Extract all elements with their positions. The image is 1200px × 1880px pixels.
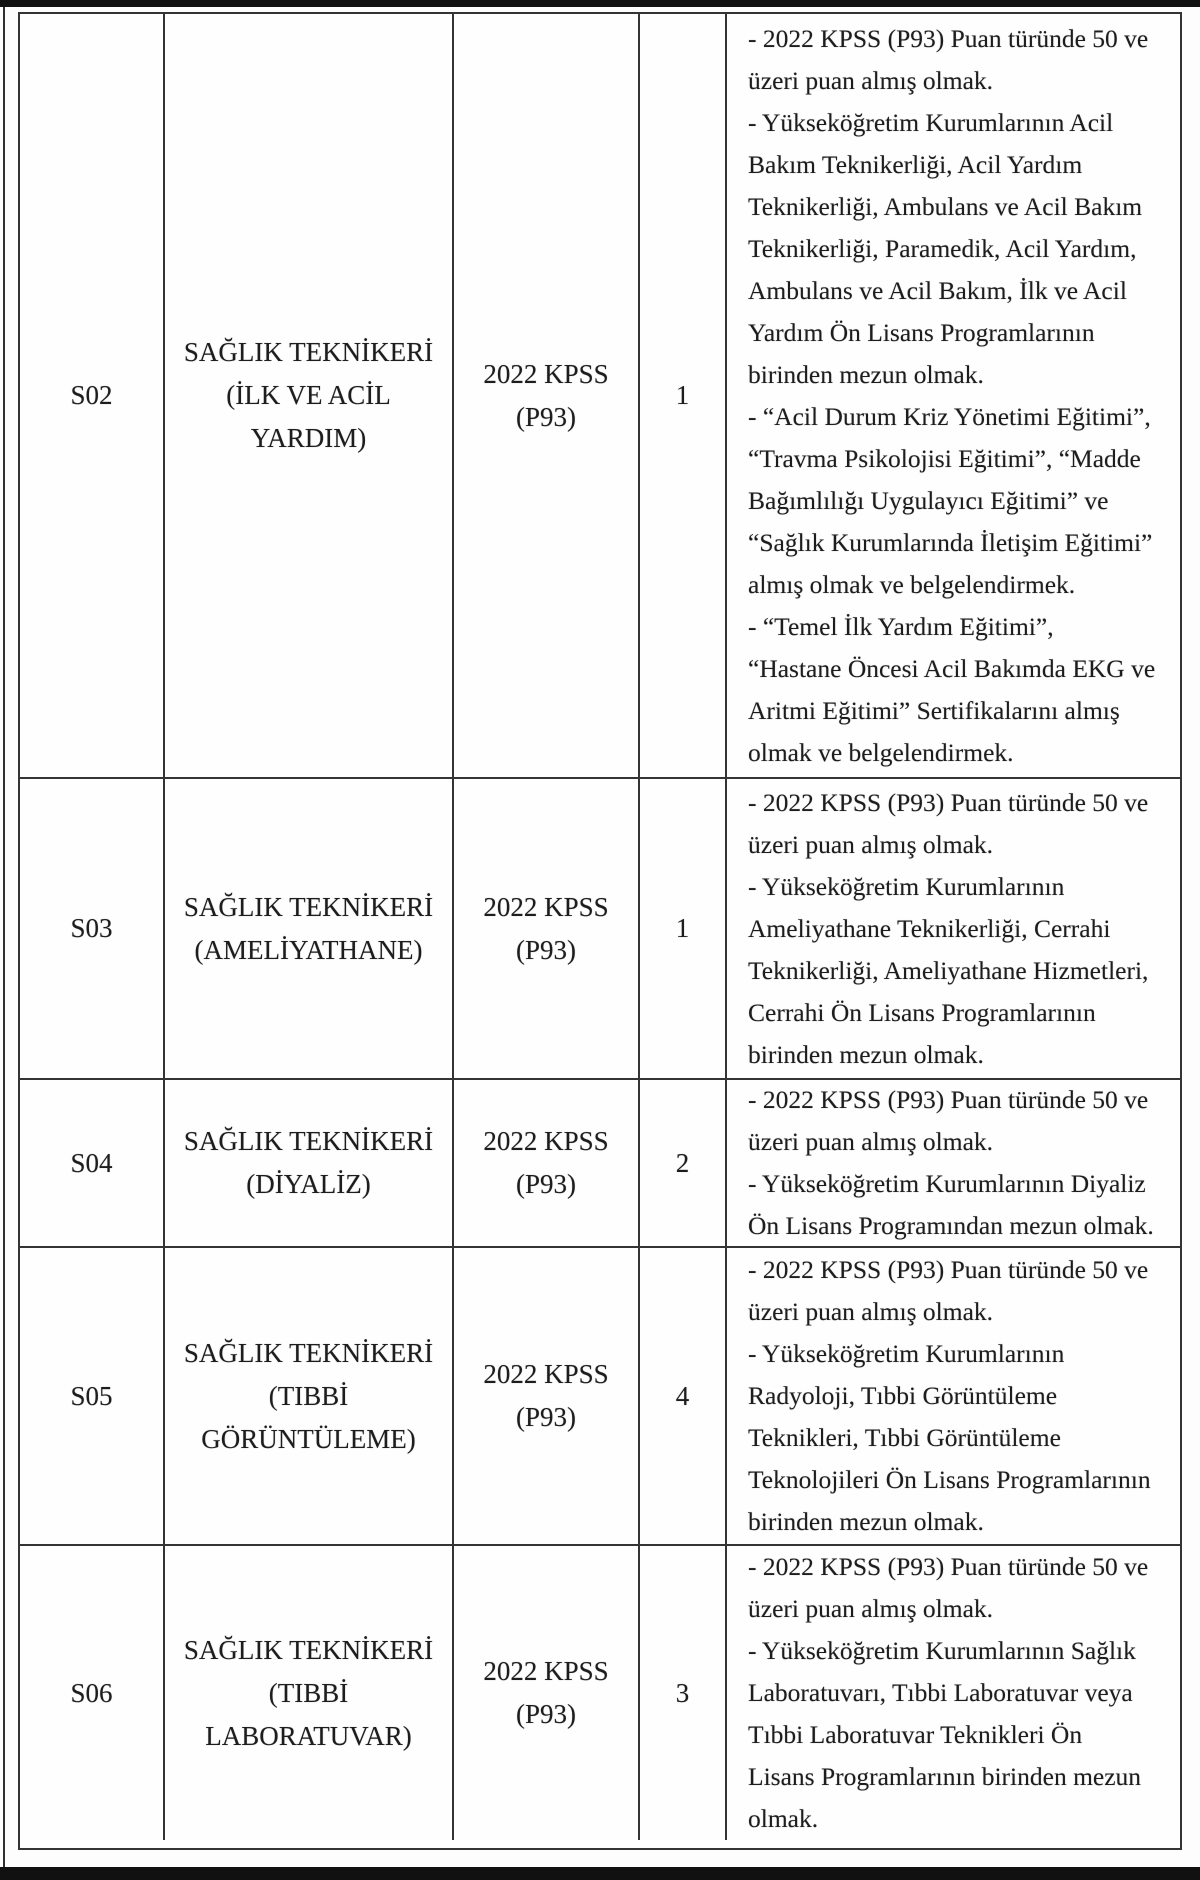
text-line: (TIBBİ — [268, 1380, 349, 1411]
code-cell: S04 — [70, 1147, 113, 1178]
text-line: birinden mezun olmak. — [748, 1039, 984, 1069]
text-line: 2022 KPSS — [483, 358, 609, 389]
code-cell: S06 — [70, 1677, 113, 1708]
text-line: üzeri puan almış olmak. — [748, 1127, 994, 1156]
text-line: üzeri puan almış olmak. — [748, 1297, 994, 1326]
text-line: (TIBBİ — [268, 1677, 349, 1708]
title-cell — [163, 779, 452, 1078]
code-cell: S05 — [70, 1380, 113, 1411]
text-line: - Yükseköğretim Kurumlarının — [748, 871, 1065, 901]
requirements-cell — [725, 14, 1180, 777]
top-edge-bar — [0, 0, 1200, 7]
text-line: GÖRÜNTÜLEME) — [201, 1423, 416, 1454]
requirements-cell — [725, 1248, 1180, 1544]
text-line: LABORATUVAR) — [205, 1720, 412, 1751]
text-line: üzeri puan almış olmak. — [748, 65, 994, 95]
code-cell: S03 — [70, 913, 113, 943]
text-line: Lisans Programlarının birinden mezun — [748, 1762, 1142, 1791]
code-cell: S02 — [70, 380, 113, 410]
text-line: - 2022 KPSS (P93) Puan türünde 50 ve — [748, 1085, 1149, 1114]
text-line: birinden mezun olmak. — [748, 1507, 984, 1536]
text-line: - “Acil Durum Kriz Yönetimi Eğitimi”, — [748, 401, 1151, 431]
text-line: 2022 KPSS — [483, 1359, 609, 1389]
exam-cell — [452, 1080, 638, 1246]
text-line: Teknolojileri Ön Lisans Programlarının — [748, 1465, 1151, 1494]
text-line: Bakım Teknikerliği, Acil Yardım — [748, 149, 1083, 179]
text-line: olmak. — [748, 1804, 819, 1833]
text-line: SAĞLIK TEKNİKERİ — [183, 1126, 434, 1156]
title-cell — [163, 14, 452, 777]
exam-cell — [452, 1248, 638, 1544]
text-line: (P93) — [516, 934, 576, 965]
quota-cell: 2 — [638, 1080, 725, 1246]
text-line: SAĞLIK TEKNİKERİ — [183, 1634, 434, 1665]
quota-cell: 4 — [638, 1248, 725, 1544]
text-line: - Yükseköğretim Kurumlarının — [748, 1339, 1065, 1368]
requirements-cell — [725, 1546, 1180, 1840]
text-line: 2022 KPSS — [483, 1126, 609, 1156]
quota-cell: 3 — [638, 1546, 725, 1840]
text-line: - “Temel İlk Yardım Eğitimi”, — [748, 611, 1054, 641]
title-cell — [163, 1080, 452, 1246]
text-line: Teknikerliği, Ameliyathane Hizmetleri, — [748, 955, 1149, 985]
text-line: üzeri puan almış olmak. — [748, 1594, 994, 1623]
exam-cell — [452, 779, 638, 1078]
text-line: (P93) — [516, 1699, 576, 1729]
text-line: Teknikerliği, Ambulans ve Acil Bakım — [748, 191, 1143, 221]
quota-cell: 1 — [638, 14, 725, 777]
text-line: Aritmi Eğitimi” Sertifikalarını almış — [748, 695, 1120, 725]
text-line: Ameliyathane Teknikerliği, Cerrahi — [748, 913, 1111, 943]
requirements-cell — [725, 1080, 1180, 1246]
text-line: olmak ve belgelendirmek. — [748, 737, 1014, 767]
text-line: - 2022 KPSS (P93) Puan türünde 50 ve — [748, 787, 1149, 817]
text-line: almış olmak ve belgelendirmek. — [748, 569, 1076, 599]
quota-cell: 1 — [638, 779, 725, 1078]
table-row-s02 — [20, 14, 1180, 777]
text-line: - 2022 KPSS (P93) Puan türünde 50 ve — [748, 1255, 1149, 1284]
text-line: birinden mezun olmak. — [748, 359, 984, 389]
text-line: Teknikerliği, Paramedik, Acil Yardım, — [748, 233, 1137, 263]
text-line: - Yükseköğretim Kurumlarının Sağlık — [748, 1636, 1136, 1665]
text-line: SAĞLIK TEKNİKERİ — [183, 337, 434, 367]
text-line: Laboratuvarı, Tıbbi Laboratuvar veya — [748, 1678, 1133, 1707]
exam-cell — [452, 1546, 638, 1840]
text-line: (P93) — [516, 401, 576, 432]
text-line: SAĞLIK TEKNİKERİ — [183, 1337, 434, 1368]
text-line: Ön Lisans Programından mezun olmak. — [748, 1211, 1154, 1240]
text-line: “Sağlık Kurumlarında İletişim Eğitimi” — [748, 527, 1153, 557]
job-positions-table — [18, 12, 1182, 1850]
exam-cell — [452, 14, 638, 777]
table-row-s04 — [20, 1078, 1180, 1246]
left-edge-line — [3, 7, 5, 1867]
text-line: Bağımlılığı Uygulayıcı Eğitimi” ve — [748, 485, 1109, 515]
text-line: YARDIM) — [250, 423, 367, 453]
requirements-cell — [725, 779, 1180, 1078]
text-line: (DİYALİZ) — [246, 1169, 371, 1199]
text-line: (İLK VE ACİL — [226, 380, 391, 410]
title-cell — [163, 1546, 452, 1840]
text-line: - Yükseköğretim Kurumlarının Acil — [748, 107, 1114, 137]
title-cell — [163, 1248, 452, 1544]
text-line: - 2022 KPSS (P93) Puan türünde 50 ve — [748, 1552, 1149, 1581]
text-line: (P93) — [516, 1402, 576, 1432]
table-row-s03 — [20, 777, 1180, 1078]
bottom-edge-bar — [0, 1867, 1200, 1880]
text-line: (AMELİYATHANE) — [194, 934, 423, 965]
text-line: Teknikleri, Tıbbi Görüntüleme — [748, 1423, 1061, 1452]
text-line: Yardım Ön Lisans Programlarının — [748, 317, 1095, 347]
text-line: “Travma Psikolojisi Eğitimi”, “Madde — [748, 443, 1141, 473]
text-line: Tıbbi Laboratuvar Teknikleri Ön — [748, 1720, 1083, 1749]
text-line: - Yükseköğretim Kurumlarının Diyaliz — [748, 1169, 1146, 1198]
table-row-s05 — [20, 1246, 1180, 1544]
text-line: 2022 KPSS — [483, 891, 609, 922]
text-line: 2022 KPSS — [483, 1656, 609, 1686]
table-row-s06 — [20, 1544, 1180, 1840]
text-line: Radyoloji, Tıbbi Görüntüleme — [748, 1381, 1058, 1410]
text-line: Ambulans ve Acil Bakım, İlk ve Acil — [748, 275, 1127, 305]
text-line: üzeri puan almış olmak. — [748, 829, 994, 859]
text-line: SAĞLIK TEKNİKERİ — [183, 891, 434, 922]
text-line: (P93) — [516, 1169, 576, 1199]
text-line: “Hastane Öncesi Acil Bakımda EKG ve — [748, 653, 1156, 683]
text-line: - 2022 KPSS (P93) Puan türünde 50 ve — [748, 23, 1149, 53]
text-line: Cerrahi Ön Lisans Programlarının — [748, 997, 1096, 1027]
